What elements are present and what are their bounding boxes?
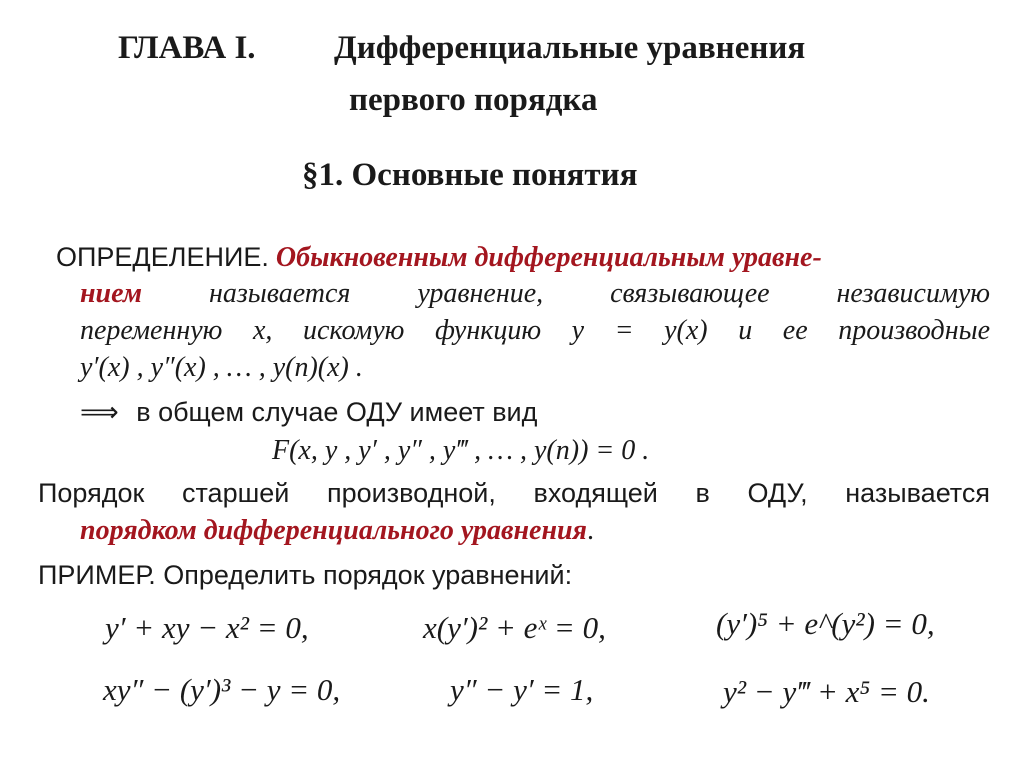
example-text: Определить порядок уравнений: [163,560,573,590]
example-label: ПРИМЕР. [38,560,156,590]
example-line [38,560,572,591]
definition-term-part1: Обыкновенным дифференциальным уравне- [275,242,822,273]
implies-arrow-icon: ⟹ [80,397,119,427]
equation-3: (y′)⁵ + e^(y²) = 0, [716,606,935,641]
equation-2: x(y′)² + eˣ = 0, [423,610,606,645]
chapter-title-line1: Дифференциальные уравнения [334,30,806,66]
order-term-end: . [586,515,594,546]
definition-line1 [56,242,822,274]
equation-4: xy″ − (y′)³ − y = 0, [103,672,341,707]
definition-term-part2: нием [80,278,143,309]
definition-line3: переменную x, искомую функцию y = y(x) и ее производные [80,315,990,346]
definition-line2-rest: называется уравнение, связывающее независимую [208,278,990,309]
general-form-text: в общем случае ОДУ имеет вид [136,397,538,427]
equation-5: y″ − y′ = 1, [450,672,594,707]
chapter-title-line2: первого порядка [349,82,598,118]
order-term: порядком дифференциального уравнения [80,515,587,546]
definition-label: ОПРЕДЕЛЕНИЕ. [56,242,269,272]
equation-1: y′ + xy − x² = 0, [105,610,309,645]
order-line2 [80,515,594,547]
general-form-line [80,397,537,428]
definition-line2 [80,278,990,310]
equation-6: y² − y‴ + x⁵ = 0. [723,674,930,709]
definition-line4: y′(x) , y″(x) , … , y(n)(x) . [80,352,363,383]
order-line1: Порядок старшей производной, входящей в ОДУ, называется [38,478,990,508]
chapter-label: ГЛАВА I. [118,30,256,66]
general-form-formula: F(x, y , y′ , y″ , y‴ , … , y(n)) = 0 . [272,435,650,466]
section-title: §1. Основные понятия [302,157,638,193]
